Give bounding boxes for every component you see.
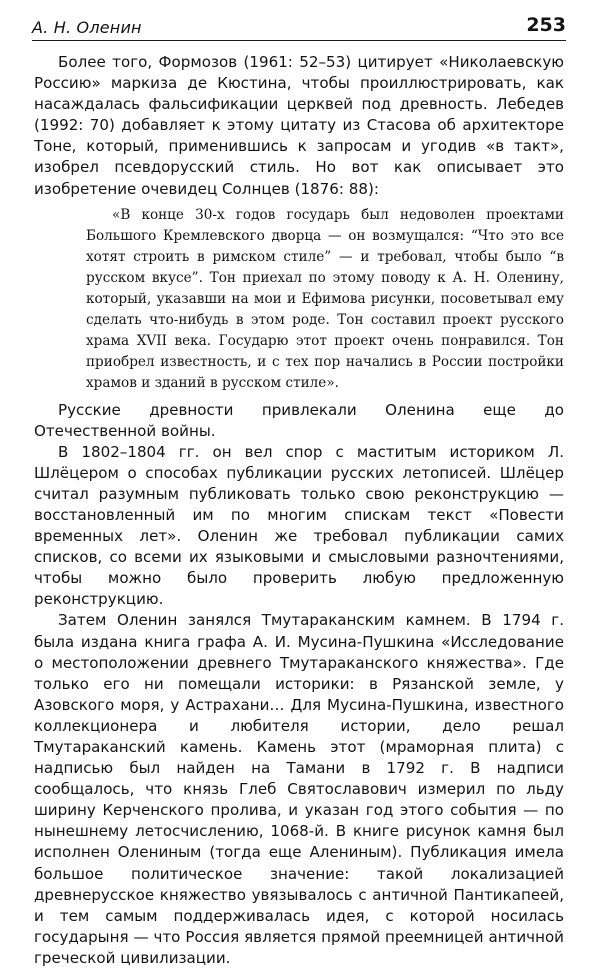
paragraph-3: В 1802–1804 гг. он вел спор с маститым историком Л. Шлёцером о способах публикации русских летописей. Шлёцер считал разумным публиковать только свою реконструкцию — восстановленный им по многим спискам текст «Повести временных лет». Оленин же требовал публикации самих списков, со всеми их языковыми и смысловыми разночтениями, чтобы можно было проверить любую предложенную реконструкцию.: [34, 442, 564, 609]
body-text: [34, 52, 564, 969]
paragraph-2: Русские древности привлекали Оленина еще до Отечественной войны.: [34, 400, 564, 440]
page-number: 253: [526, 14, 566, 36]
block-quote: «В конце 30-х годов государь был недоволен проектами Большого Кремлевского дворца — он возмущался: “Что это все хотят строить в римском стиле” — и требовал, чтобы было “в русском вкусе”. Тон приехал по этому поводу к А. Н. Оленину, который, указавши на мои и Ефимова рисунки, посоветывал ему сделать что-нибудь в этом роде. Тон составил проект русского храма XVII века. Государю этот проект очень понравился. Тон приобрел известность, и с тех пор начались в России постройки храмов и зданий в русском стиле».: [86, 206, 564, 392]
paragraph-1: Более того, Формозов (1961: 52–53) цитирует «Николаевскую Россию» маркиза де Кюстина, чтобы проиллюстрировать, как насаждалась фальсификации церквей под древность. Лебедев (1992: 70) добавляет к этому цитату из Стасова об архитекторе Тоне, который, применившись к запросам и угодив «в такт», изобрел псевдорусский стиль. Но вот как описывает это изобретение очевидец Солнцев (1876: 88):: [34, 53, 564, 198]
running-head: А. Н. Оленин: [32, 18, 142, 37]
paragraph-4: Затем Оленин занялся Тмутараканским камнем. В 1794 г. была издана книга графа А. И. Мусина-Пушкина «Исследование о местоположении древнего Тмутараканского княжества». Где только его ни помещали историки: в Рязанской земле, у Азовского моря, у Астрахани… Для Мусина-Пушкина, известного коллекционера и любителя истории, дело решал Тмутараканский камень. Камень этот (мраморная плита) с надписью был найден на Тамани в 1792 г. В надписи сообщалось, что князь Глеб Святославович измерил по льду ширину Керченского пролива, и указан год этого события — по нынешнему летосчислению, 1068-й. В книге рисунок камня был исполнен Олениным (тогда еще Алениным). Публикация имела большое политическое значение: такой локализацией древнерусское княжество увязывалось с античной Пантикапеей, и тем самым поддерживалась идея, с которой носилась государыня — что Россия является прямой преемницей античной греческой цивилизации.: [34, 611, 564, 967]
page-header: [32, 10, 566, 41]
